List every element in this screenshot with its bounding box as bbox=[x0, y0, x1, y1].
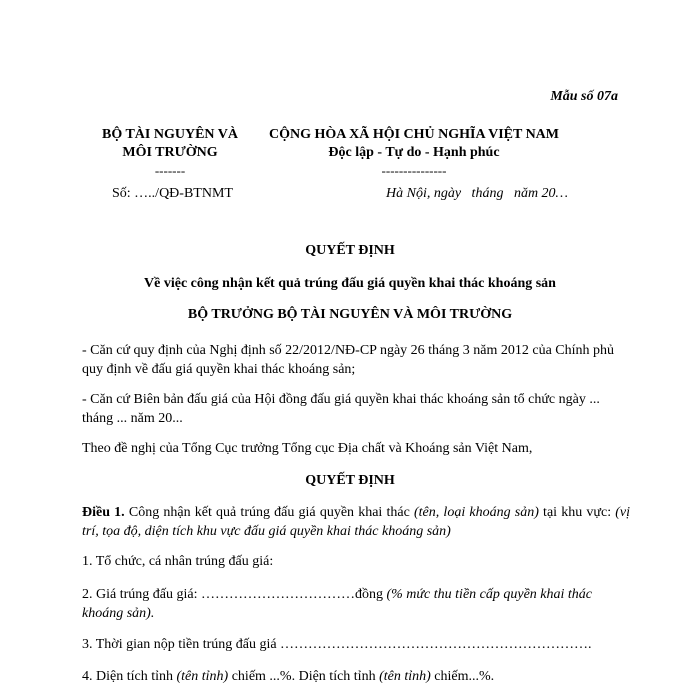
article-1 bbox=[82, 503, 630, 541]
agency-name-line2: MÔI TRƯỜNG bbox=[122, 145, 218, 160]
place-and-date: Hà Nội, ngày tháng năm 20… bbox=[386, 186, 568, 201]
document-number: Số: …../QĐ-BTNMT bbox=[112, 186, 233, 201]
item-4-text-e: chiếm...%. bbox=[430, 669, 495, 684]
document-title: QUYẾT ĐỊNH bbox=[305, 243, 395, 258]
legal-basis-1: - Căn cứ quy định của Nghị định số 22/2012/NĐ-CP ngày 26 tháng 3 năm 2012 của Chính phủ quy định về đấu giá quyền khai thác khoáng sản; bbox=[82, 343, 615, 377]
item-4-text-a: 4. Diện tích tỉnh bbox=[82, 669, 177, 684]
item-2-text: 2. Giá trúng đấu giá: ……………………………đồng bbox=[82, 587, 387, 602]
agency-rule: ------- bbox=[154, 163, 186, 178]
agency-name-line1: BỘ TÀI NGUYÊN VÀ bbox=[101, 127, 239, 142]
country-name: CỘNG HÒA XÃ HỘI CHỦ NGHĨA VIỆT NAM bbox=[268, 127, 560, 142]
item-4-text-c: chiếm ...%. Diện tích tỉnh bbox=[228, 669, 380, 684]
motto-rule: --------------- bbox=[381, 163, 447, 178]
issuing-authority: BỘ TRƯỞNG BỘ TÀI NGUYÊN VÀ MÔI TRƯỜNG bbox=[187, 307, 513, 322]
article-1-text-2: tại khu vực: bbox=[538, 505, 616, 520]
document-subject: Về việc công nhận kết quả trúng đấu giá quyền khai thác khoáng sản bbox=[144, 276, 556, 291]
article-1-mineral: (tên, loại khoáng sản) bbox=[413, 505, 539, 520]
article-1-text: Công nhận kết quả trúng đấu giá quyền khai thác bbox=[124, 505, 414, 520]
form-number: Mẫu số 07a bbox=[550, 89, 618, 104]
item-4-province-2: (tên tỉnh) bbox=[379, 669, 431, 684]
national-motto: Độc lập - Tự do - Hạnh phúc bbox=[328, 145, 500, 160]
item-2-price bbox=[82, 585, 630, 623]
proposal-line: Theo đề nghị của Tổng Cục trưởng Tổng cục Địa chất và Khoáng sản Việt Nam, bbox=[82, 441, 533, 456]
item-3-payment-time: 3. Thời gian nộp tiền trúng đấu giá …………………………………………………………. bbox=[82, 637, 592, 652]
item-4-area-share bbox=[82, 667, 630, 686]
article-1-label: Điều 1. bbox=[82, 505, 125, 520]
legal-basis-2: - Căn cứ Biên bản đấu giá của Hội đồng đấu giá quyền khai thác khoáng sản tổ chức ngày ... tháng ... năm 20... bbox=[82, 392, 600, 426]
item-2-note: (% mức thu tiền cấp quyền khai thác khoáng sản). bbox=[82, 587, 592, 621]
decision-heading: QUYẾT ĐỊNH bbox=[305, 473, 395, 488]
article-1-area: (vị trí, tọa độ, diện tích khu vực đấu giá quyền khai thác khoáng sản) bbox=[82, 505, 631, 539]
item-1-winner: 1. Tổ chức, cá nhân trúng đấu giá: bbox=[82, 554, 274, 569]
item-4-province-1: (tên tỉnh) bbox=[176, 669, 229, 684]
